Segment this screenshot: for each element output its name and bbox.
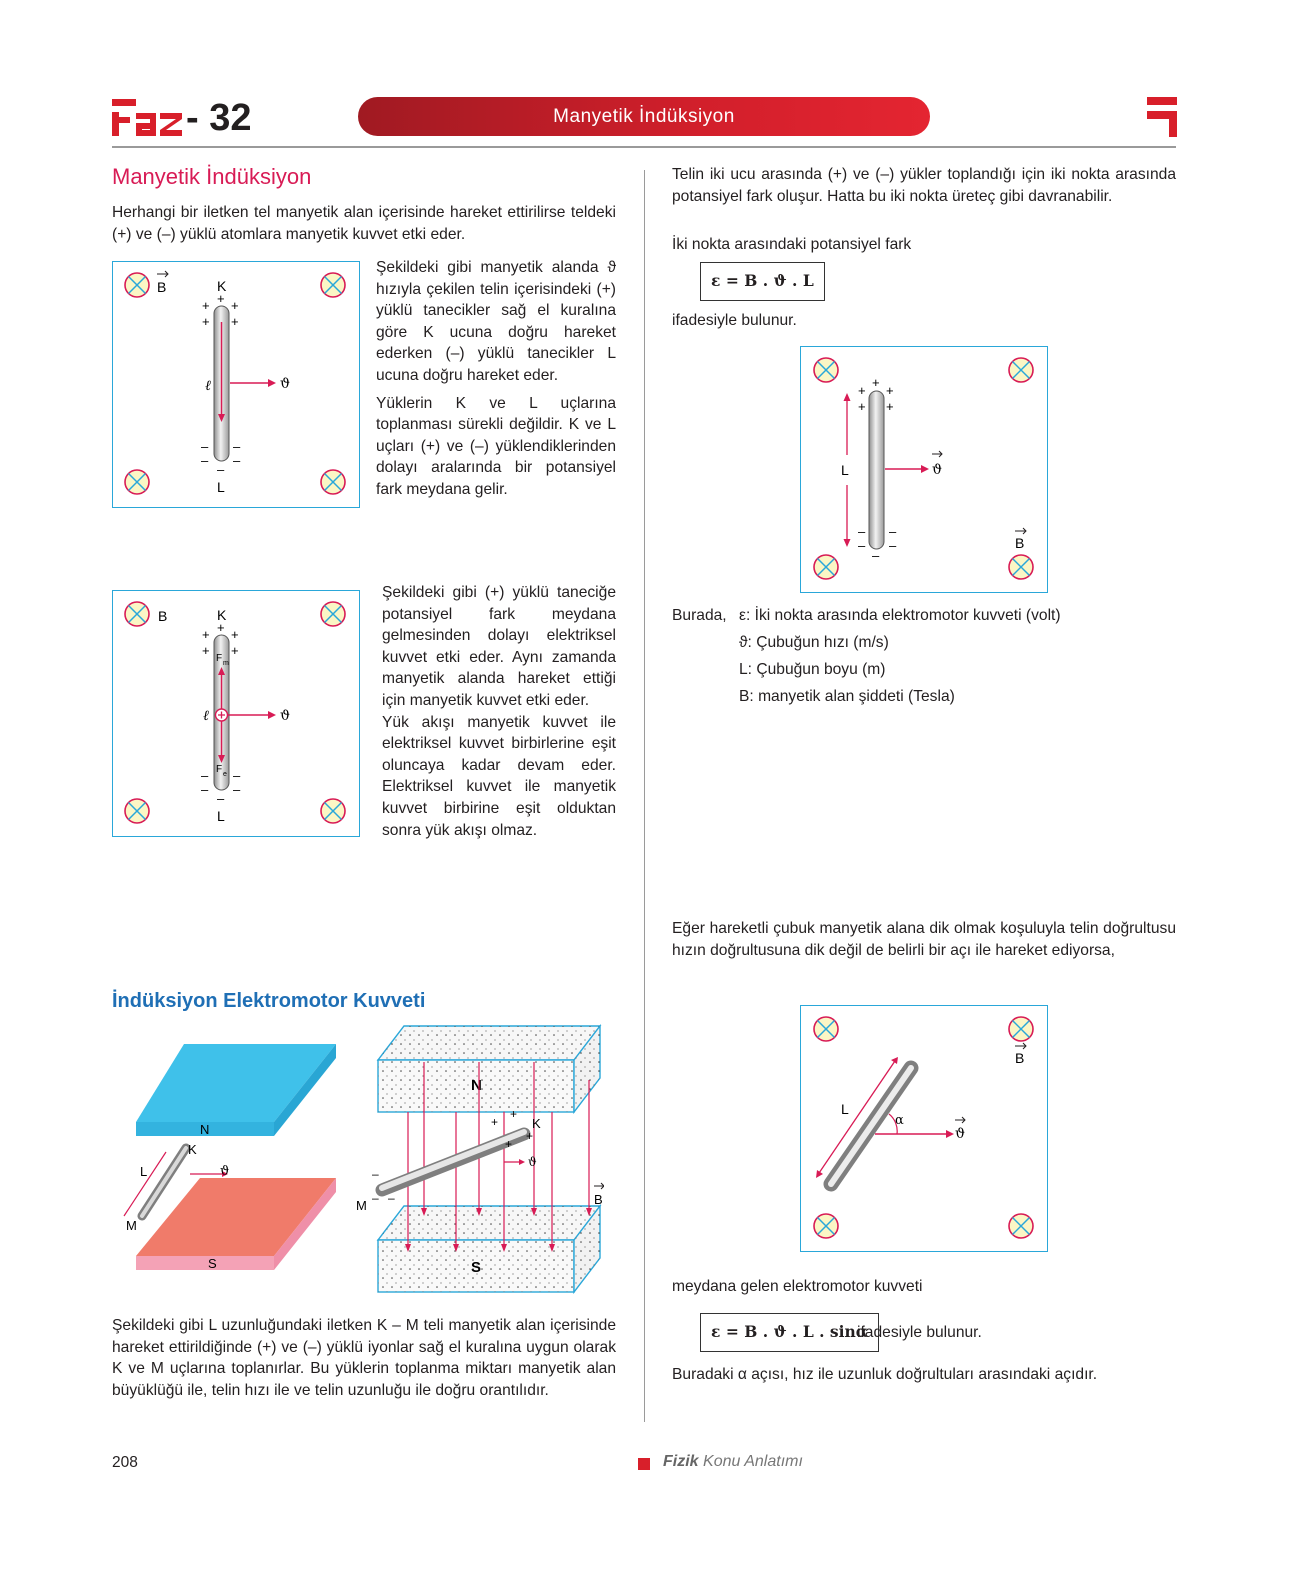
subject-name: Fizik bbox=[663, 1453, 699, 1470]
south-plate-side bbox=[136, 1256, 274, 1270]
figure-rod-angle bbox=[800, 1005, 1048, 1252]
south-label: S bbox=[471, 1259, 482, 1276]
charge-minus: – bbox=[858, 538, 866, 553]
charge-plus: + bbox=[886, 399, 894, 414]
rod-label-K: K bbox=[188, 1142, 197, 1157]
charge-minus: – bbox=[201, 439, 209, 454]
velocity-label: ϑ bbox=[932, 462, 943, 478]
left-text-2 bbox=[382, 582, 616, 841]
legend-list bbox=[739, 602, 1179, 710]
force-magnetic-label: F bbox=[216, 653, 223, 664]
charge-minus: – bbox=[201, 768, 209, 783]
left-intro: Herhangi bir iletken tel manyetik alan içerisinde hareket ettirilirse teldeki (+) ve (–) yüklü atomlara manyetik kuvvet etki eder. bbox=[112, 204, 616, 243]
charge-plus: + bbox=[231, 643, 239, 658]
header-banner bbox=[358, 97, 930, 136]
charge-minus: – bbox=[372, 1191, 379, 1205]
rod-label-M: M bbox=[126, 1218, 137, 1233]
field-label-B: B bbox=[1015, 535, 1025, 551]
field-into-page-icon bbox=[321, 799, 345, 823]
legend-item-field: B: manyetik alan şiddeti (Tesla) bbox=[739, 688, 955, 705]
right-text-1: Telin iki ucu arasında (+) ve (–) yükler toplandığı için iki nokta arasında potansiyel fark oluşur. Hatta bu iki nokta üreteç gibi davranabilir. bbox=[672, 166, 1176, 205]
left-text-1 bbox=[376, 257, 616, 507]
charge-minus: – bbox=[889, 538, 897, 553]
fig2-label-v: ϑ bbox=[280, 708, 291, 724]
force-electric-subscript: e bbox=[223, 771, 227, 778]
header-rule bbox=[112, 146, 1176, 148]
charge-minus: – bbox=[201, 453, 209, 468]
north-label: N bbox=[200, 1122, 210, 1137]
right-text-6: ifadesiyle bulunur. bbox=[857, 1324, 982, 1341]
charge-minus: – bbox=[217, 462, 225, 477]
velocity-label: ϑ bbox=[528, 1155, 537, 1169]
figure-magnet-plates bbox=[120, 1040, 342, 1280]
field-into-page-icon bbox=[125, 273, 149, 297]
legend-item-emf: ε: İki nokta arasında elektromotor kuvveti (volt) bbox=[739, 607, 1061, 624]
figure-box-magnets bbox=[354, 1024, 604, 1296]
field-into-page-icon bbox=[125, 799, 149, 823]
charge-minus: – bbox=[233, 453, 241, 468]
fig2-label-K: K bbox=[217, 607, 227, 623]
right-text-3: ifadesiyle bulunur. bbox=[672, 312, 797, 329]
force-magnetic-subscript: m bbox=[223, 660, 229, 667]
field-into-page-icon bbox=[321, 602, 345, 626]
charge-plus: + bbox=[202, 314, 210, 329]
field-into-page-icon bbox=[125, 602, 149, 626]
charge-plus: + bbox=[858, 383, 866, 398]
rod-label-L: L bbox=[841, 462, 849, 478]
vector-arrow-icon bbox=[157, 271, 168, 277]
charge-plus: + bbox=[858, 399, 866, 414]
figure-rod-field-2 bbox=[112, 590, 360, 837]
field-into-page-icon bbox=[814, 358, 838, 382]
charge-plus: + bbox=[202, 627, 210, 642]
column-divider bbox=[644, 170, 645, 1422]
figure-rod-field-1 bbox=[112, 261, 360, 508]
legend-item-length: L: Çubuğun boyu (m) bbox=[739, 661, 886, 678]
faz-logo-icon bbox=[112, 99, 184, 137]
field-label-B: B bbox=[1015, 1050, 1025, 1066]
charge-minus: – bbox=[388, 1191, 395, 1205]
fig2-label-length: ℓ bbox=[203, 708, 209, 724]
charge-plus: + bbox=[217, 291, 225, 306]
footer-square-icon bbox=[638, 1458, 650, 1470]
charge-minus: – bbox=[889, 524, 897, 539]
banner-title: Manyetik İndüksiyon bbox=[553, 106, 735, 127]
page-number: 208 bbox=[112, 1454, 138, 1471]
rod-label-L: L bbox=[140, 1164, 148, 1179]
north-label: N bbox=[471, 1077, 482, 1094]
charge-plus: + bbox=[231, 314, 239, 329]
legend-lead: Burada, bbox=[672, 607, 727, 624]
charge-plus: + bbox=[231, 298, 239, 313]
rod-label-K: K bbox=[532, 1116, 541, 1131]
charge-minus: – bbox=[233, 768, 241, 783]
fig1-label-length: ℓ bbox=[205, 378, 211, 394]
charge-plus: + bbox=[505, 1137, 513, 1151]
formula-emf: ε = B . ϑ . L bbox=[700, 262, 825, 301]
field-into-page-icon bbox=[1009, 358, 1033, 382]
section-title: Manyetik İndüksiyon bbox=[112, 164, 312, 189]
charge-minus: – bbox=[201, 782, 209, 797]
brand-logo bbox=[112, 99, 184, 142]
rod-label-L: L bbox=[841, 1101, 849, 1117]
formula-emf-angle: ε = B . ϑ . L . sinα bbox=[700, 1313, 879, 1352]
charge-plus: + bbox=[202, 298, 210, 313]
conductor-rod bbox=[869, 391, 884, 549]
fig2-label-L: L bbox=[217, 808, 225, 824]
left-section-2-title bbox=[112, 990, 425, 1013]
corner-logo-icon bbox=[1147, 97, 1177, 142]
vector-arrow-icon bbox=[1015, 528, 1026, 534]
velocity-label: ϑ bbox=[955, 1126, 966, 1142]
field-into-page-icon bbox=[1009, 1017, 1033, 1041]
charge-plus: + bbox=[872, 375, 880, 390]
charge-plus: + bbox=[231, 627, 239, 642]
right-text-7: Buradaki α açısı, hız ile uzunluk doğrultuları arasındaki açıdır. bbox=[672, 1366, 1098, 1383]
rod-label-M: M bbox=[356, 1198, 367, 1213]
page-number-title: - 32 bbox=[186, 97, 252, 139]
subject-subtitle: Konu Anlatımı bbox=[703, 1453, 803, 1470]
force-electric-label: F bbox=[216, 764, 223, 775]
charge-minus: – bbox=[233, 782, 241, 797]
paragraph: Yüklerin K ve L uçlarına toplanması sürekli değildir. K ve L uçları (+) ve (–) yüklendiklerinden dolayı aralarında bir potansiyel fark meydana gelir. bbox=[376, 394, 616, 498]
charge-plus: + bbox=[217, 620, 225, 635]
left-section-title bbox=[112, 164, 311, 190]
paragraph: Yük akışı manyetik kuvvet ile elektriksel kuvvet birbirlerine eşit oluncaya kadar devam eder. Elektriksel kuvvet ile manyetik kuvvet birbirine eşit olduktan sonra yük akışı olmaz. bbox=[382, 713, 616, 839]
paragraph: Şekildeki gibi (+) yüklü taneciğe potansiyel fark meydana gelmesinden dolayı elektriksel kuvvet etki eder. Aynı zamanda manyetik alanda hareket ettiği için manyetik kuvvet etki eder. bbox=[382, 584, 616, 709]
paragraph: Şekildeki gibi manyetik alanda ϑ hızıyla çekilen telin içerisindeki (+) yüklü tanecikler sağ el kuralına göre K ucuna doğru hareket ederken (–) yüklü tanecikler L ucuna doğru hareket eder. bbox=[376, 259, 616, 384]
figure-rod-field-3 bbox=[800, 346, 1048, 593]
charge-plus: + bbox=[202, 643, 210, 658]
charge-minus: – bbox=[217, 791, 225, 806]
velocity-label: ϑ bbox=[220, 1164, 230, 1179]
left-text-3: Şekildeki gibi L uzunluğundaki iletken K – M teli manyetik alan içerisinde hareket ettirildiğinde (+) ve (–) yüklü iyonlar sağ el kuralına uygun olarak K ve M uçlarına toplanırlar. Bu yüklerin toplanma miktarı manyetik alan büyüklüğü ile, telin hızı ile ve telin uzunluğu ile doğru orantılıdır. bbox=[112, 1317, 616, 1399]
field-label-B: B bbox=[594, 1192, 603, 1207]
vector-arrow-icon bbox=[594, 1183, 604, 1189]
fig2-label-B: B bbox=[158, 608, 168, 624]
field-into-page-icon bbox=[814, 1214, 838, 1238]
charge-minus: – bbox=[372, 1167, 379, 1181]
charge-plus: + bbox=[886, 383, 894, 398]
fig1-label-v: ϑ bbox=[280, 376, 291, 392]
legend-item-velocity: ϑ: Çubuğun hızı (m/s) bbox=[739, 634, 889, 651]
field-into-page-icon bbox=[321, 470, 345, 494]
field-into-page-icon bbox=[814, 555, 838, 579]
fig1-label-K: K bbox=[217, 278, 227, 294]
field-into-page-icon bbox=[321, 273, 345, 297]
fig1-label-L: L bbox=[217, 479, 225, 495]
footer-subject bbox=[663, 1453, 803, 1471]
field-into-page-icon bbox=[1009, 555, 1033, 579]
right-text-4: Eğer hareketli çubuk manyetik alana dik olmak koşuluyla telin doğrultusu hızın doğrultusuna dik değil de belirli bir açı ile hareket ediyorsa, bbox=[672, 920, 1176, 959]
field-into-page-icon bbox=[1009, 1214, 1033, 1238]
angle-label: α bbox=[895, 1113, 904, 1128]
south-label: S bbox=[208, 1256, 217, 1271]
charge-plus: + bbox=[510, 1107, 518, 1121]
right-text-2: İki nokta arasındaki potansiyel fark bbox=[672, 236, 912, 253]
charge-plus: + bbox=[491, 1115, 499, 1129]
fig1-label-B: B bbox=[157, 279, 167, 295]
charge-plus: + bbox=[526, 1129, 534, 1143]
vector-arrow-icon bbox=[1015, 1043, 1026, 1049]
field-into-page-icon bbox=[125, 470, 149, 494]
charge-minus: – bbox=[872, 548, 880, 563]
charge-minus: – bbox=[858, 524, 866, 539]
field-into-page-icon bbox=[814, 1017, 838, 1041]
right-text-5: meydana gelen elektromotor kuvveti bbox=[672, 1278, 923, 1295]
charge-minus: – bbox=[233, 439, 241, 454]
section-title: İndüksiyon Elektromotor Kuvveti bbox=[112, 990, 426, 1012]
